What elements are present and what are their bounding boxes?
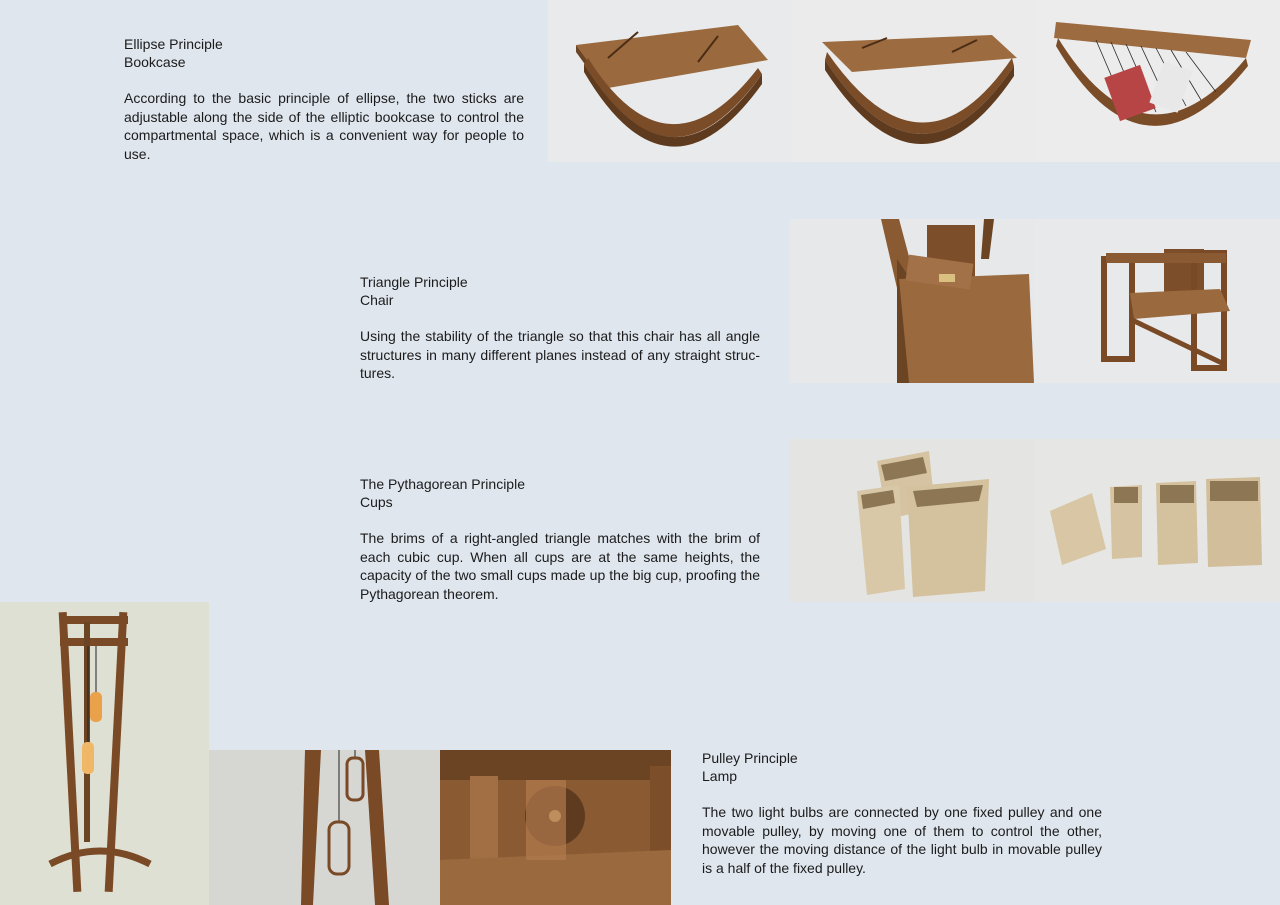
ellipse-heading: Ellipse Principle xyxy=(124,36,223,52)
pulley-description: The two light bulbs are connected by one fixed pulley and one movable pulley, by moving one of them to control the other, however the moving distance of the light bulb in movable pulley is a half of the fixed pulley. xyxy=(702,804,1102,876)
triangle-section xyxy=(360,273,760,383)
pulley-heading: Pulley Principle xyxy=(702,750,798,766)
cups-photo-2 xyxy=(1034,439,1280,602)
lamp-photo-3 xyxy=(440,750,671,905)
bookcase-photo-3 xyxy=(1036,0,1280,162)
lamp-photo-icon xyxy=(209,750,440,905)
lamp-photo-icon xyxy=(440,750,671,905)
bookcase-photo-icon xyxy=(548,0,792,162)
chair-photo-icon xyxy=(789,219,1034,383)
pythagorean-section xyxy=(360,475,760,603)
bookcase-photo-2 xyxy=(792,0,1036,162)
bookcase-photo-icon xyxy=(792,0,1036,162)
bookcase-photo-1 xyxy=(548,0,792,162)
pulley-item: Lamp xyxy=(702,768,738,784)
chair-photo-2 xyxy=(1034,219,1280,383)
ellipse-section xyxy=(124,35,524,163)
lamp-photo-2 xyxy=(209,750,440,905)
bookcase-photo-icon xyxy=(1036,0,1280,162)
pythagorean-description: The brims of a right-angled triangle matches with the brim of each cubic cup. When all cups are at the same heights, the capacity of the two small cups made up the big cup, proofing the Pythagorean theorem. xyxy=(360,530,760,602)
lamp-photo-1 xyxy=(0,602,209,905)
chair-photo-1 xyxy=(789,219,1034,383)
cups-photo-icon xyxy=(1034,439,1280,602)
ellipse-item: Bookcase xyxy=(124,54,186,70)
pythagorean-heading: The Pythagorean Principle xyxy=(360,476,525,492)
pulley-section xyxy=(702,749,1102,877)
triangle-heading: Triangle Principle xyxy=(360,274,468,290)
ellipse-description: According to the basic principle of ellipse, the two sticks are adjustable along the side of the elliptic bookcase to control the compartmental space, which is a convenient way for people to use. xyxy=(124,90,524,162)
chair-photo-icon xyxy=(1034,219,1280,383)
triangle-item: Chair xyxy=(360,292,394,308)
cups-photo-icon xyxy=(789,439,1034,602)
cups-photo-1 xyxy=(789,439,1034,602)
pythagorean-item: Cups xyxy=(360,494,393,510)
lamp-photo-icon xyxy=(0,602,209,905)
triangle-description: Using the stability of the triangle so that this chair has all angle structures in many different planes instead of any straight struc-tures. xyxy=(360,328,760,381)
